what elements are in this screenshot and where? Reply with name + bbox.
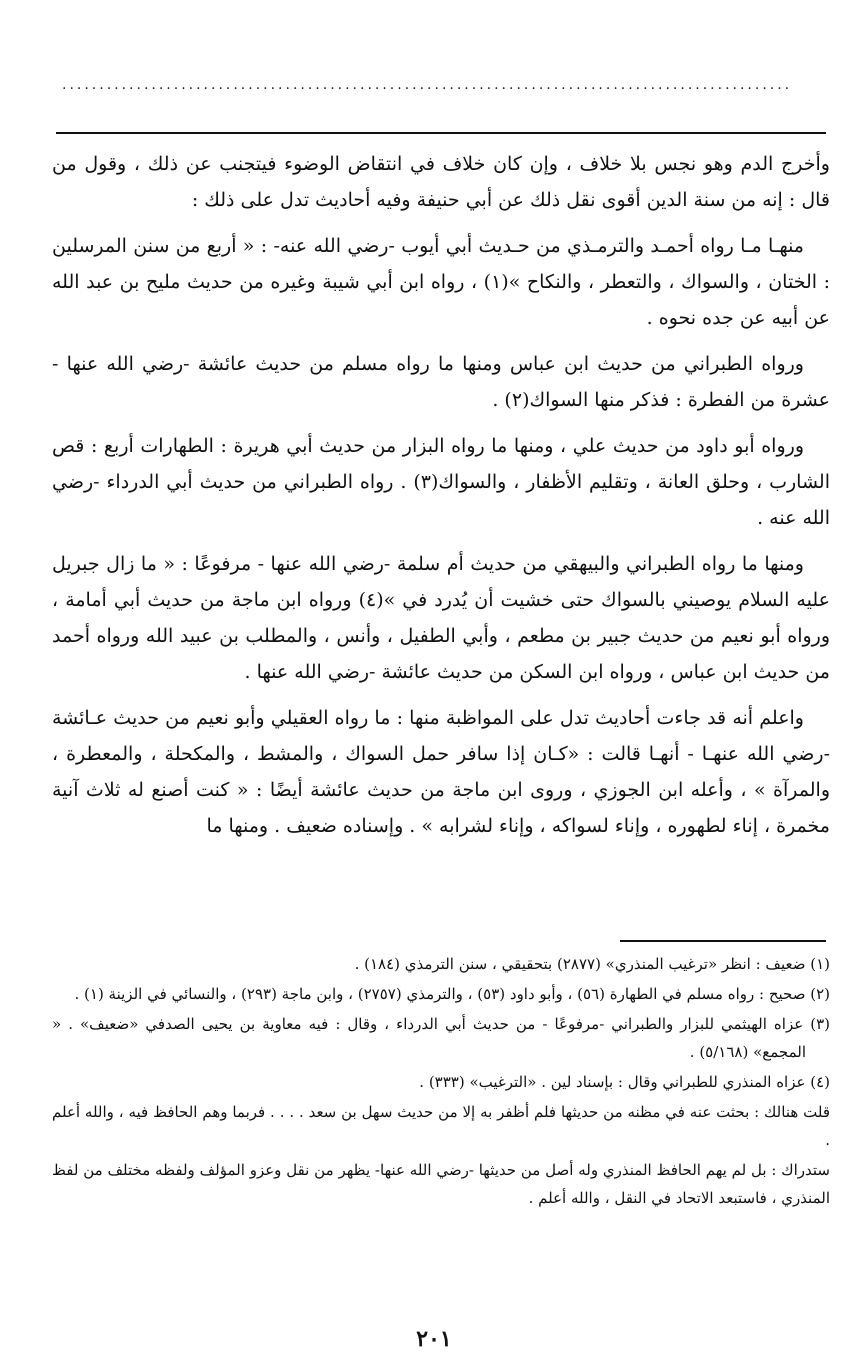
main-text: [52, 146, 830, 854]
page-number: ٢٠١: [416, 1326, 452, 1352]
paragraph: منهـا مـا رواه أحمـد والترمـذي من حـديث أبي أيوب -رضي الله عنه- : « أربع من سنن المرسلين : الختان ، والسواك ، والتعطر ، والنكاح »(١) ، رواه ابن أبي شيبة وغيره من حديث مليح بن عبد الله عن أبيه عن جده نحوه .: [52, 235, 830, 329]
paragraph: وأخرج الدم وهو نجس بلا خلاف ، وإن كان خلاف في انتقاض الوضوء فيتجنب عن ذلك ، وقول من قال : إنه من سنة الدين أقوى نقل ذلك عن أبي حنيفة وفيه أحاديث تدل على ذلك :: [52, 153, 830, 211]
footnote: (٣) عزاه الهيثمي للبزار والطبراني -مرفوعًا - من حديث أبي الدرداء ، وقال : فيه معاوية بن يحيى الصدفي «ضعيف» . « المجمع» (٥/١٦٨) .: [52, 1015, 830, 1061]
footnotes: [52, 950, 830, 1214]
footnote: (٤) عزاه المنذري للطبراني وقال : بإسناد لين . «الترغيب» (٣٣٣) .: [419, 1073, 830, 1091]
paragraph: واعلم أنه قد جاءت أحاديث تدل على المواظبة منها : ما رواه العقيلي وأبو نعيم من حديث عـائشة -رضي الله عنهـا - أنهـا قالت : «كـان إذا سافر حمل السواك ، والمشط ، والمكحلة ، والمعطرة ، والمرآة » ، وأعله ابن الجوزي ، وروى ابن ماجة من حديث عائشة أيضًا : « كنت أصنع له ثلاث آنية مخمرة ، إناء لطهوره ، وإناء لسواكه ، وإناء لشرابه » . وإسناده ضعيف . ومنها ما: [52, 707, 830, 837]
remark: ستدراك : بل لم يهم الحافظ المنذري وله أصل من حديثها -رضي الله عنها- يظهر من نقل وعزو المؤلف ولفظه مختلف من لفظ المنذري ، فاستبعد الاتحاد في النقل ، والله أعلم .: [52, 1161, 830, 1207]
dotted-separator: ..................................................................................................: [62, 78, 793, 92]
remark: قلت هنالك : بحثت عنه في مظنه من حديثها فلم أظفر به إلا من حديث سهل بن سعد . . . . فربما وهم الحافظ فيه ، والله أعلم .: [52, 1103, 830, 1149]
footnote-rule: [620, 940, 826, 942]
paragraph: ورواه أبو داود من حديث علي ، ومنها ما رواه البزار من حديث أبي هريرة : الطهارات أربع : قص الشارب ، وحلق العانة ، وتقليم الأظفار ، والسواك(٣) . رواه الطبراني من حديث أبي الدرداء -رضي الله عنه .: [52, 435, 830, 529]
footnote: (٢) صحيح : رواه مسلم في الطهارة (٥٦) ، وأبو داود (٥٣) ، والترمذي (٢٧٥٧) ، وابن ماجة (٢٩٣) ، والنسائي في الزينة (١) .: [74, 985, 830, 1003]
header-rule: [56, 132, 826, 134]
paragraph: ومنها ما رواه الطبراني والبيهقي من حديث أم سلمة -رضي الله عنها - مرفوعًا : « ما زال جبريل عليه السلام يوصيني بالسواك حتى خشيت أن يُدرد في »(٤) ورواه ابن ماجة من حديث أبي أمامة ، ورواه أبو نعيم من حديث جبير بن مطعم ، وأبي الطفيل ، وأنس ، والمطلب بن عبيد الله ورواه أحمد من حديث ابن عباس ، ورواه ابن السكن من حديث عائشة -رضي الله عنها .: [52, 553, 830, 683]
paragraph: ورواه الطبراني من حديث ابن عباس ومنها ما رواه مسلم من حديث عائشة -رضي الله عنها - عشرة من الفطرة : فذكر منها السواك(٢) .: [52, 353, 830, 411]
footnote: (١) ضعيف : انظر «ترغيب المنذري» (٢٨٧٧) بتحقيقي ، سنن الترمذي (١٨٤) .: [354, 955, 830, 973]
